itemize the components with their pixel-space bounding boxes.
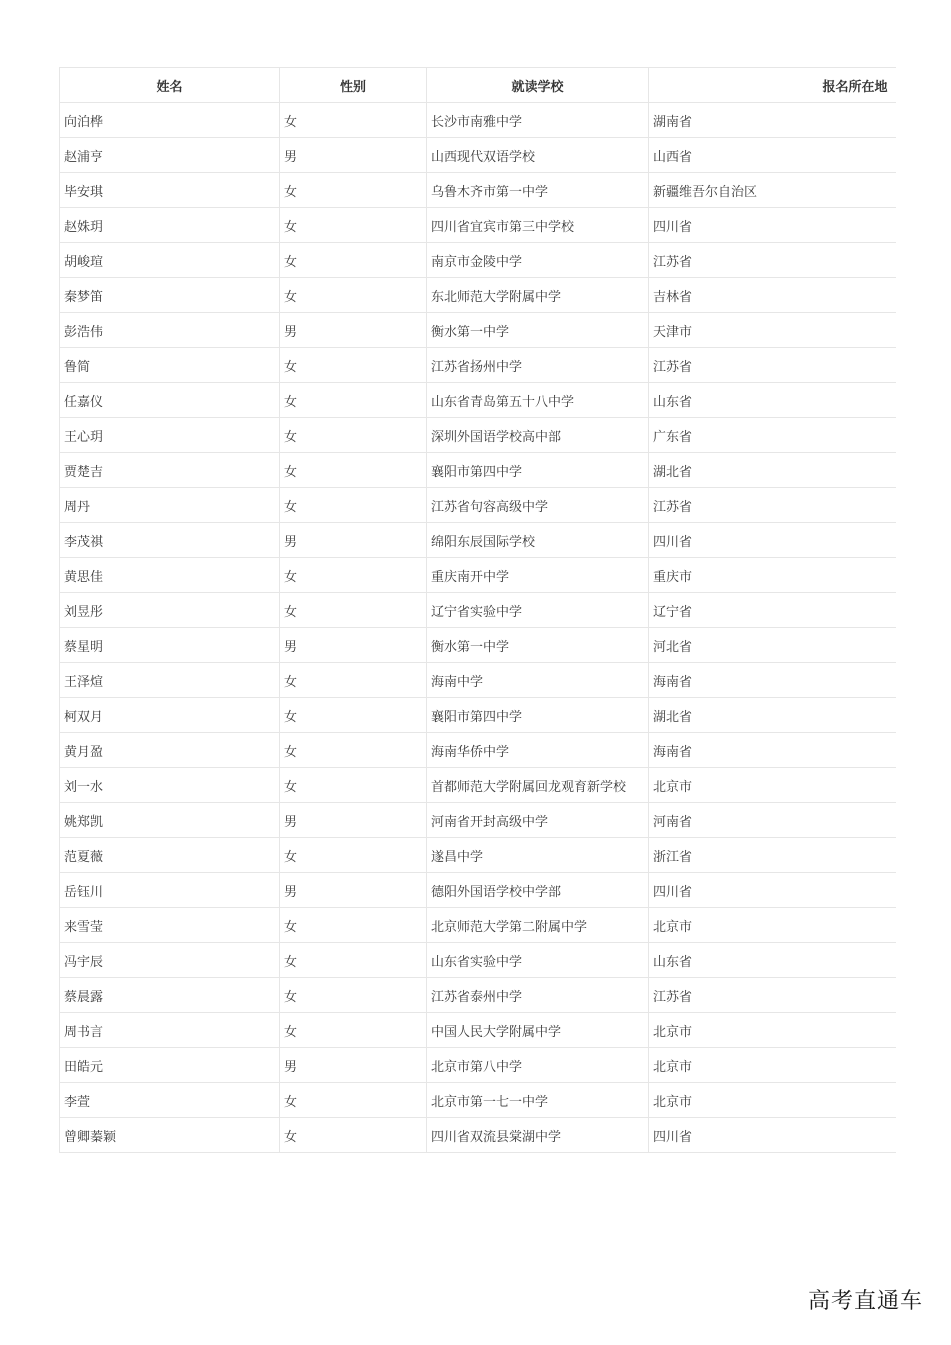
cell-name: 秦梦笛 (60, 278, 280, 313)
table-row (60, 628, 896, 663)
cell-place: 湖北省 (649, 698, 896, 733)
cell-gender: 女 (280, 278, 427, 313)
cell-school: 四川省双流县棠湖中学 (427, 1118, 649, 1153)
cell-name: 彭浩伟 (60, 313, 280, 348)
cell-name: 蔡星明 (60, 628, 280, 663)
cell-name: 胡峻瑄 (60, 243, 280, 278)
cell-place: 浙江省 (649, 838, 896, 873)
cell-name: 曾卿蓁颖 (60, 1118, 280, 1153)
cell-gender: 女 (280, 698, 427, 733)
table-row (60, 873, 896, 908)
cell-school: 北京市第一七一中学 (427, 1083, 649, 1118)
cell-place: 江苏省 (649, 243, 896, 278)
cell-gender: 女 (280, 943, 427, 978)
table-row (60, 383, 896, 418)
cell-school: 河南省开封高级中学 (427, 803, 649, 838)
cell-name: 姚郑凯 (60, 803, 280, 838)
cell-name: 向泊桦 (60, 103, 280, 138)
cell-school: 江苏省扬州中学 (427, 348, 649, 383)
cell-gender: 女 (280, 1013, 427, 1048)
cell-gender: 男 (280, 523, 427, 558)
cell-school: 襄阳市第四中学 (427, 453, 649, 488)
cell-gender: 男 (280, 628, 427, 663)
cell-name: 赵浦亨 (60, 138, 280, 173)
cell-place: 四川省 (649, 208, 896, 243)
cell-place: 湖南省 (649, 103, 896, 138)
cell-name: 贾楚吉 (60, 453, 280, 488)
cell-school: 海南华侨中学 (427, 733, 649, 768)
cell-school: 东北师范大学附属中学 (427, 278, 649, 313)
cell-school: 长沙市南雅中学 (427, 103, 649, 138)
table-row (60, 1048, 896, 1083)
cell-school: 山东省青岛第五十八中学 (427, 383, 649, 418)
cell-school: 南京市金陵中学 (427, 243, 649, 278)
table-header-row (60, 68, 896, 103)
cell-gender: 女 (280, 453, 427, 488)
cell-gender: 女 (280, 488, 427, 523)
cell-school: 绵阳东辰国际学校 (427, 523, 649, 558)
cell-place: 江苏省 (649, 978, 896, 1013)
table-row (60, 698, 896, 733)
cell-place: 河北省 (649, 628, 896, 663)
cell-gender: 女 (280, 733, 427, 768)
table-row (60, 138, 896, 173)
cell-gender: 女 (280, 173, 427, 208)
cell-name: 蔡晨露 (60, 978, 280, 1013)
table-row (60, 103, 896, 138)
table-row (60, 1118, 896, 1153)
cell-name: 刘昱彤 (60, 593, 280, 628)
cell-name: 来雪莹 (60, 908, 280, 943)
header-place: 报名所在地 (649, 68, 896, 103)
table-row (60, 803, 896, 838)
cell-name: 赵姝玥 (60, 208, 280, 243)
cell-place: 山东省 (649, 943, 896, 978)
table-row (60, 173, 896, 208)
cell-school: 山东省实验中学 (427, 943, 649, 978)
cell-place: 新疆维吾尔自治区 (649, 173, 896, 208)
cell-school: 遂昌中学 (427, 838, 649, 873)
table-row (60, 243, 896, 278)
cell-place: 北京市 (649, 1048, 896, 1083)
table-row (60, 768, 896, 803)
table-row (60, 453, 896, 488)
table-row (60, 978, 896, 1013)
table-row (60, 838, 896, 873)
cell-place: 海南省 (649, 663, 896, 698)
cell-name: 岳钰川 (60, 873, 280, 908)
cell-place: 江苏省 (649, 348, 896, 383)
cell-school: 深圳外国语学校高中部 (427, 418, 649, 453)
cell-name: 毕安琪 (60, 173, 280, 208)
cell-school: 重庆南开中学 (427, 558, 649, 593)
cell-school: 江苏省泰州中学 (427, 978, 649, 1013)
cell-gender: 男 (280, 1048, 427, 1083)
cell-name: 鲁简 (60, 348, 280, 383)
cell-place: 山西省 (649, 138, 896, 173)
cell-gender: 女 (280, 593, 427, 628)
cell-gender: 女 (280, 978, 427, 1013)
cell-gender: 女 (280, 348, 427, 383)
cell-gender: 女 (280, 908, 427, 943)
table-row (60, 943, 896, 978)
cell-gender: 女 (280, 418, 427, 453)
cell-name: 周丹 (60, 488, 280, 523)
cell-school: 北京师范大学第二附属中学 (427, 908, 649, 943)
cell-name: 刘一水 (60, 768, 280, 803)
cell-gender: 女 (280, 208, 427, 243)
table-row (60, 208, 896, 243)
table-row (60, 278, 896, 313)
cell-school: 江苏省句容高级中学 (427, 488, 649, 523)
cell-school: 山西现代双语学校 (427, 138, 649, 173)
cell-place: 北京市 (649, 768, 896, 803)
table-row (60, 558, 896, 593)
cell-gender: 女 (280, 1083, 427, 1118)
table-row (60, 348, 896, 383)
cell-school: 襄阳市第四中学 (427, 698, 649, 733)
table-row (60, 733, 896, 768)
cell-place: 海南省 (649, 733, 896, 768)
cell-gender: 女 (280, 1118, 427, 1153)
table-row (60, 313, 896, 348)
cell-place: 北京市 (649, 1083, 896, 1118)
cell-gender: 男 (280, 313, 427, 348)
cell-place: 北京市 (649, 1013, 896, 1048)
cell-name: 周书言 (60, 1013, 280, 1048)
roster-table (59, 67, 896, 1153)
cell-name: 王心玥 (60, 418, 280, 453)
table-row (60, 663, 896, 698)
cell-place: 四川省 (649, 873, 896, 908)
cell-place: 辽宁省 (649, 593, 896, 628)
cell-gender: 男 (280, 803, 427, 838)
cell-gender: 女 (280, 768, 427, 803)
cell-name: 王泽煊 (60, 663, 280, 698)
cell-name: 任嘉仪 (60, 383, 280, 418)
header-gender: 性别 (280, 68, 427, 103)
cell-place: 四川省 (649, 523, 896, 558)
cell-name: 田皓元 (60, 1048, 280, 1083)
cell-name: 李萱 (60, 1083, 280, 1118)
table-row (60, 1013, 896, 1048)
cell-gender: 女 (280, 243, 427, 278)
cell-place: 四川省 (649, 1118, 896, 1153)
cell-school: 德阳外国语学校中学部 (427, 873, 649, 908)
table-body (60, 103, 896, 1153)
cell-place: 北京市 (649, 908, 896, 943)
cell-name: 李茂祺 (60, 523, 280, 558)
cell-name: 范夏薇 (60, 838, 280, 873)
cell-place: 湖北省 (649, 453, 896, 488)
table-row (60, 1083, 896, 1118)
cell-gender: 女 (280, 838, 427, 873)
cell-gender: 女 (280, 663, 427, 698)
cell-school: 衡水第一中学 (427, 313, 649, 348)
cell-name: 冯宇辰 (60, 943, 280, 978)
header-school: 就读学校 (427, 68, 649, 103)
table-row (60, 488, 896, 523)
cell-place: 山东省 (649, 383, 896, 418)
cell-name: 黄思佳 (60, 558, 280, 593)
cell-school: 首都师范大学附属回龙观育新学校 (427, 768, 649, 803)
header-name: 姓名 (60, 68, 280, 103)
cell-school: 北京市第八中学 (427, 1048, 649, 1083)
cell-gender: 男 (280, 873, 427, 908)
cell-place: 江苏省 (649, 488, 896, 523)
cell-school: 四川省宜宾市第三中学校 (427, 208, 649, 243)
table-row (60, 418, 896, 453)
cell-name: 柯双月 (60, 698, 280, 733)
cell-school: 辽宁省实验中学 (427, 593, 649, 628)
cell-gender: 女 (280, 383, 427, 418)
cell-place: 广东省 (649, 418, 896, 453)
cell-name: 黄月盈 (60, 733, 280, 768)
table-row (60, 523, 896, 558)
cell-place: 吉林省 (649, 278, 896, 313)
cell-place: 重庆市 (649, 558, 896, 593)
cell-gender: 女 (280, 558, 427, 593)
cell-school: 乌鲁木齐市第一中学 (427, 173, 649, 208)
cell-school: 海南中学 (427, 663, 649, 698)
cell-place: 天津市 (649, 313, 896, 348)
cell-gender: 男 (280, 138, 427, 173)
cell-school: 中国人民大学附属中学 (427, 1013, 649, 1048)
cell-school: 衡水第一中学 (427, 628, 649, 663)
table-row (60, 908, 896, 943)
watermark-text: 高考直通车 (807, 1289, 923, 1314)
cell-place: 河南省 (649, 803, 896, 838)
cell-gender: 女 (280, 103, 427, 138)
roster-sheet (59, 67, 895, 1153)
table-row (60, 593, 896, 628)
